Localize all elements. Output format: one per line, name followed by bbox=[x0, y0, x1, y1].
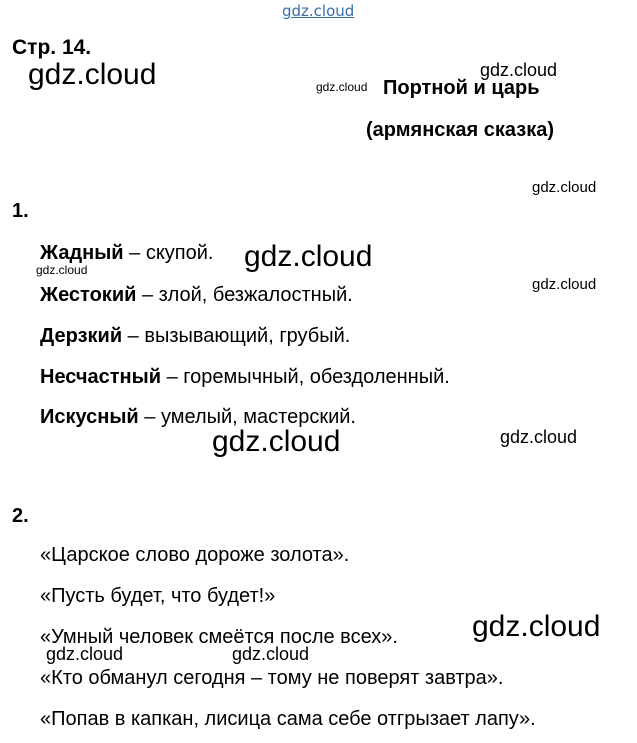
page-label: Стр. 14. bbox=[12, 36, 92, 59]
watermark: gdz.cloud bbox=[500, 427, 578, 447]
watermark: gdz.cloud bbox=[212, 425, 341, 458]
definition-line bbox=[40, 242, 214, 265]
proverb-line: «Пусть будет, что будет!» bbox=[40, 585, 276, 607]
definition-line bbox=[40, 284, 353, 307]
watermark: gdz.cloud bbox=[532, 179, 597, 196]
proverb-line: «Попав в капкан, лисица сама себе отгрызает лапу». bbox=[40, 708, 536, 730]
definition-term: Искусный bbox=[40, 406, 139, 428]
top-watermark-link[interactable]: gdz.cloud bbox=[282, 2, 355, 20]
definition-text: – скупой. bbox=[123, 242, 214, 264]
definition-text: – умелый, мастерский. bbox=[138, 406, 356, 428]
story-title: Портной и царь bbox=[383, 77, 540, 99]
section-1-number: 1. bbox=[12, 200, 29, 222]
definition-text: – вызывающий, грубый. bbox=[122, 325, 351, 347]
watermark: gdz.cloud bbox=[532, 276, 597, 293]
definition-text: – злой, безжалостный. bbox=[136, 284, 353, 306]
definition-line bbox=[40, 325, 350, 348]
watermark: gdz.cloud bbox=[480, 60, 558, 80]
watermark: gdz.cloud bbox=[232, 644, 310, 664]
watermark: gdz.cloud bbox=[46, 644, 124, 664]
definition-term: Несчастный bbox=[40, 366, 162, 388]
definition-text: – горемычный, обездоленный. bbox=[161, 366, 450, 388]
definition-term: Жадный bbox=[40, 242, 124, 264]
proverb-line: «Кто обманул сегодня – тому не поверят завтра». bbox=[40, 667, 504, 689]
watermark: gdz.cloud bbox=[36, 263, 88, 277]
watermark: gdz.cloud bbox=[244, 240, 373, 273]
story-subtitle: (армянская сказка) bbox=[366, 119, 554, 141]
definition-term: Дерзкий bbox=[40, 325, 123, 347]
watermark: gdz.cloud bbox=[28, 58, 157, 91]
section-2-number: 2. bbox=[12, 505, 29, 527]
definition-term: Жестокий bbox=[40, 284, 137, 306]
watermark: gdz.cloud bbox=[472, 610, 601, 643]
watermark: gdz.cloud bbox=[316, 80, 368, 94]
proverb-line: «Царское слово дороже золота». bbox=[40, 544, 350, 566]
definition-line bbox=[40, 366, 450, 389]
proverb-line: «Умный человек смеётся после всех». bbox=[40, 626, 398, 648]
